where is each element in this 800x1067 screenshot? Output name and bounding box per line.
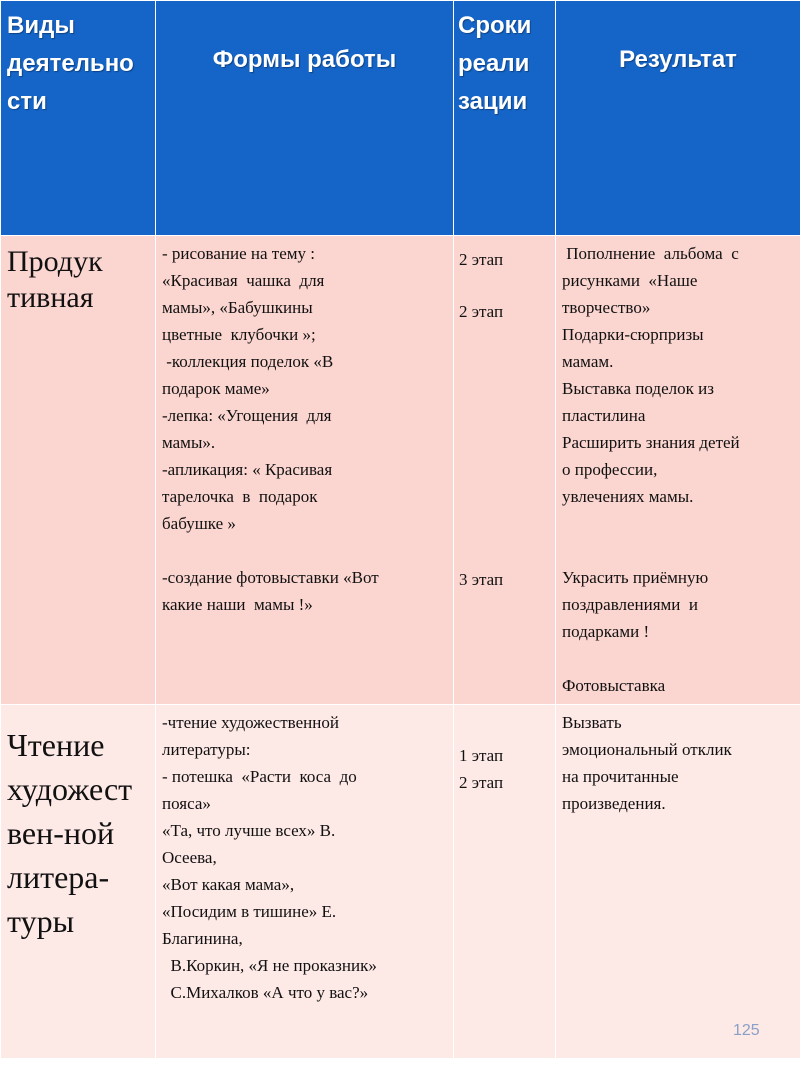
page-number: 125 (733, 1022, 760, 1039)
work-forms-cell: -чтение художественной литературы: - потешка «Расти коса до пояса» «Та, что лучше всех» В. Осеева, «Вот какая мама», «Посидим в тишине» Е. Благинина, В.Коркин, «Я не проказник» С.Михалков «А что у вас?» (156, 705, 454, 1059)
table-row (1, 236, 800, 705)
terms-cell: 2 этап 2 этап 3 этап (454, 236, 556, 705)
header-row (1, 1, 800, 236)
terms-cell: 1 этап 2 этап (454, 705, 556, 1059)
result-cell: Пополнение альбома с рисунками «Наше творчество» Подарки-сюрпризы мамам. Выставка поделок из пластилина Расширить знания детей о профессии, увлечениях мамы. Украсить приёмную поздравлениями и подарками ! Фотовыставка (556, 236, 800, 705)
result-cell: Вызвать эмоциональный отклик на прочитанные произведения. (556, 705, 800, 1059)
header-work-forms: Формы работы (156, 1, 454, 236)
header-activity-types: Виды деятельно сти (1, 1, 156, 236)
table-row (1, 705, 800, 1059)
header-result: Результат (556, 1, 800, 236)
activity-category-cell: Чтение художест вен-ной литера- туры (1, 705, 156, 1059)
work-forms-cell: - рисование на тему : «Красивая чашка для мамы», «Бабушкины цветные клубочки »; -коллекция поделок «В подарок маме» -лепка: «Угощения для мамы». -апликация: « Красивая тарелочка в подарок бабушке » -создание фотовыставки «Вот какие наши мамы !» (156, 236, 454, 705)
header-terms: Сроки реали зации (454, 1, 556, 236)
activity-category-cell: Продук тивная (1, 236, 156, 705)
